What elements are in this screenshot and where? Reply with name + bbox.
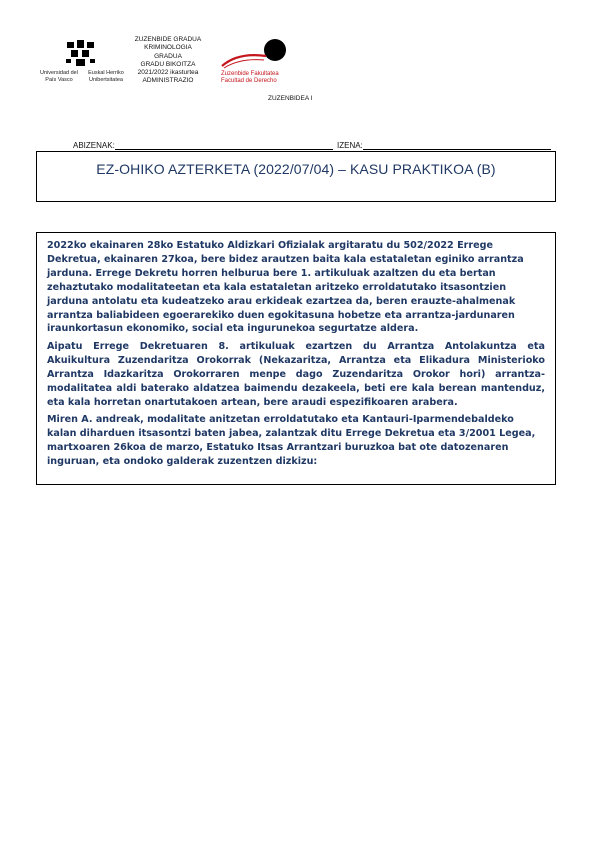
degree-info [126, 36, 210, 86]
name-field[interactable] [337, 141, 551, 150]
course-name: ZUZENBIDEA I [268, 95, 313, 102]
case-paragraph-2: Aipatu Errege Dekretuaren 8. artikuluak ezartzen du Arrantza Antolakuntza eta Akuikultura Zuzendaritza Orokorrak (Nekazaritza, Arrantza eta Elikadura Ministerioko Arrantza Idazkaritza Orokorraren menpe dago Zuzendaritza Orokor hori) arrantza-modalitatea aldi baterako aldatzea baimendu dezakeela, beti ere kala berean mantenduz, eta kala horretan onartutakoen artean, bere araudi espezifikoaren arabera. [47, 341, 545, 408]
degree-line: ADMINISTRAZIO [142, 77, 194, 85]
case-paragraph-1: 2022ko ekainaren 28ko Estatuko Aldizkari Ofizialak argitaratu du 502/2022 Errege Dekretua, ekainaren 27koa, bere bidez arautzen baita kala estataletan eginiko arrantza jarduna. Errege Dekretu horren helburua bere 1. artikuluak azaltzen du eta bertan zehaztutako modalitateetan eta kala estataletan aritzeko erroldatutako itsasontzien jarduna antolatu eta kudeatzeko arau erkideak ezartzea da, beren erauzte-ahalmenak arrantza baliabideen egoerarekiko duen egokitasuna hobetze eta arrantza-jardunaren iraunkortasun ekonomiko, social eta ingurunekoa segurtatze aldera. [47, 240, 524, 335]
university-emblem-icon [65, 40, 97, 66]
surname-input-line[interactable] [115, 141, 333, 150]
university-name-es: Universidad del País Vasco [40, 70, 78, 83]
case-box [36, 232, 556, 485]
faculty-name [221, 71, 279, 85]
surname-field[interactable] [73, 141, 333, 150]
faculty-logo [218, 38, 296, 94]
degree-line: GRADUA [154, 52, 182, 60]
faculty-name-eu: Zuzenbide Fakultatea [221, 71, 279, 77]
degree-line: GRADU BIKOITZA [140, 60, 196, 68]
degree-line: ZUZENBIDE GRADUA [134, 36, 202, 43]
faculty-swoosh-icon [220, 46, 268, 70]
degree-line: 2021/2022 ikasturtea [137, 69, 199, 77]
exam-title-box [36, 151, 556, 202]
name-label: IZENA: [337, 141, 363, 150]
degree-line: KRIMINOLOGIA [144, 44, 192, 52]
case-paragraph-3: Miren A. andreak, modalitate anitzetan erroldatutako eta Kantauri-Iparmendebaldeko kalan diharduen itsasontzi baten jabea, zalantzak ditu Errege Dekretua eta 3/2001 Legea, martxoaren 26koa de marzo, Estatuko Itsas Arrantzari buruzkoa bat ote datozenaren inguruan, eta ondoko galderak zuzentzen dizkizu: [47, 414, 536, 467]
surname-label: ABIZENAK: [73, 141, 115, 150]
name-input-line[interactable] [363, 141, 551, 150]
university-logo [37, 36, 129, 92]
faculty-name-es: Facultad de Derecho [221, 78, 277, 84]
university-name-eu: Euskal Herriko Unibertsitatea [88, 70, 124, 83]
exam-title: EZ-OHIKO AZTERKETA (2022/07/04) – KASU PRAKTIKOA (B) [96, 161, 496, 177]
